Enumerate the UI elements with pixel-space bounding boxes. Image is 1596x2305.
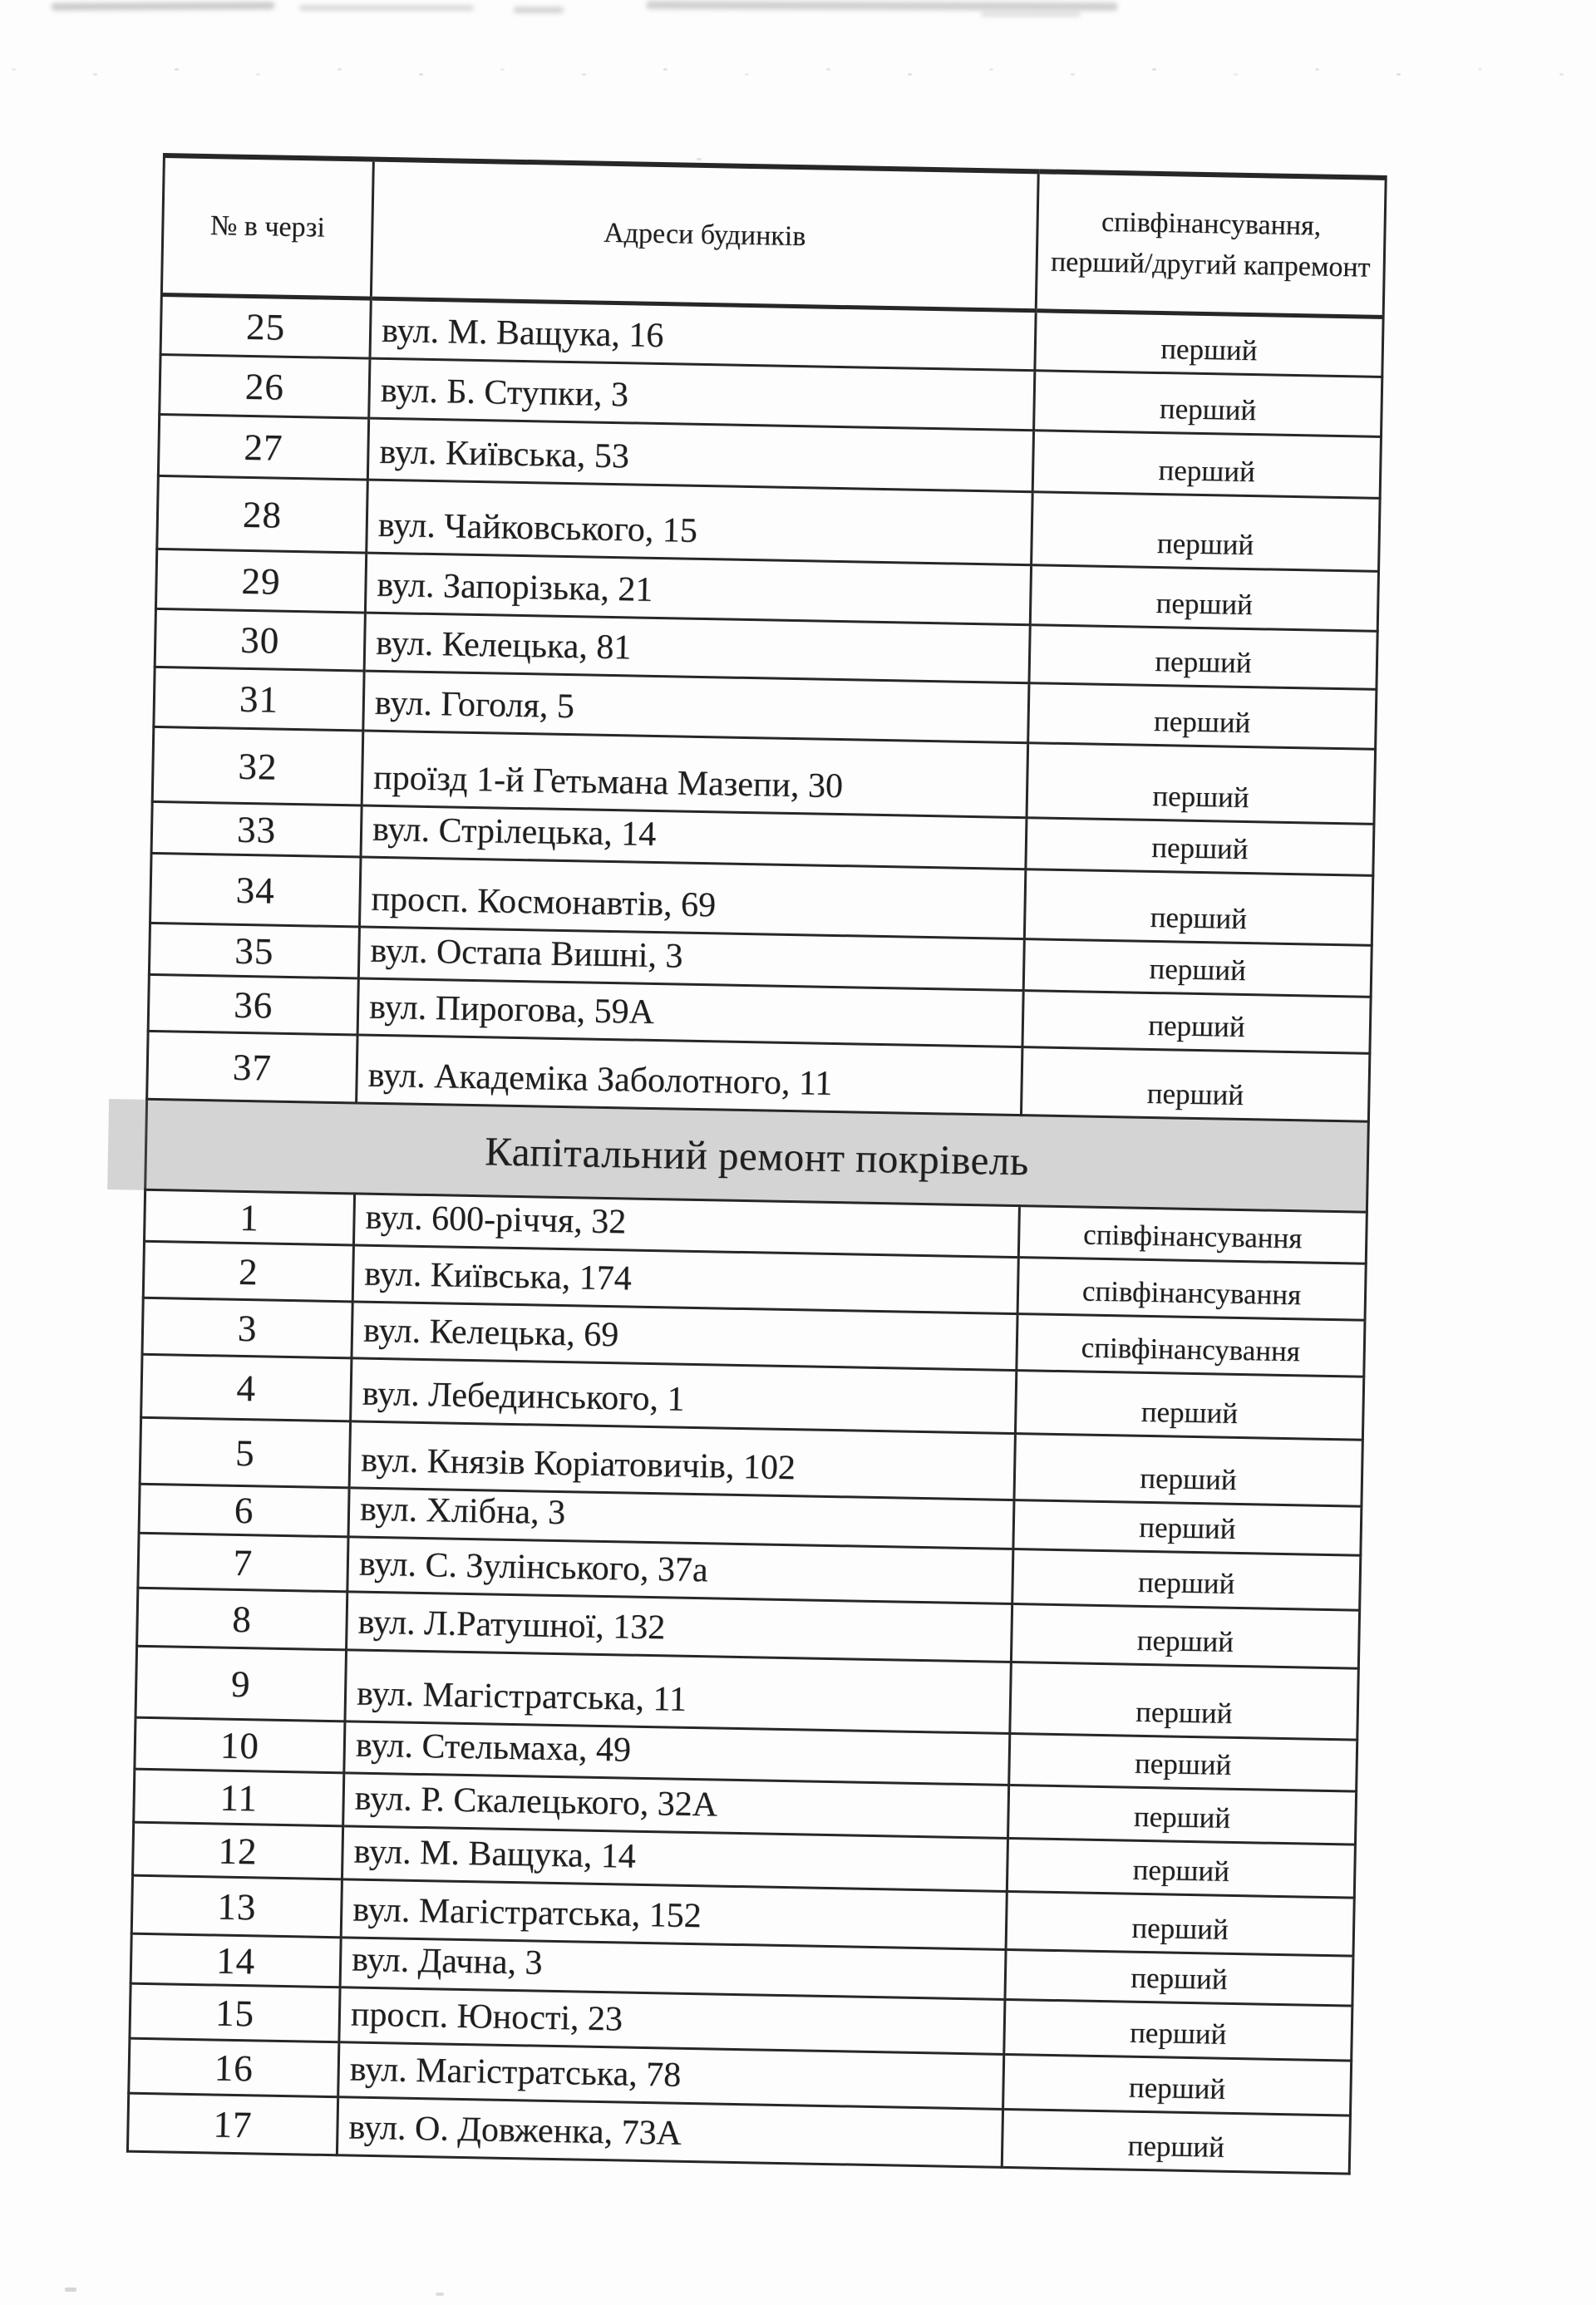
status-cell: перший [1022, 991, 1371, 1054]
queue-number-cell: 17 [127, 2093, 337, 2155]
status-cell: перший [1010, 1662, 1359, 1741]
address-cell: вул. Магістратська, 11 [345, 1650, 1011, 1734]
status-cell: перший [1021, 1047, 1369, 1122]
queue-number-cell: 9 [135, 1646, 347, 1721]
status-cell: перший [1026, 818, 1374, 876]
column-header-queue-number: № в черзі [161, 155, 373, 298]
status-cell: перший [1012, 1549, 1361, 1611]
queue-number-cell: 36 [148, 974, 358, 1035]
address-cell: вул. Запорізька, 21 [365, 553, 1031, 625]
status-cell: перший [1028, 683, 1377, 750]
scan-smudge [299, 5, 474, 11]
section-banner: Капітальний ремонт покрівель [145, 1099, 1369, 1212]
queue-number-cell: 32 [152, 726, 363, 805]
address-cell: вул. Стрілецька, 14 [361, 805, 1027, 869]
address-cell: вул. Гоголя, 5 [363, 671, 1029, 743]
status-cell: перший [1006, 1891, 1354, 1956]
status-cell: співфінансування [1017, 1314, 1365, 1377]
address-cell: вул. Хлібна, 3 [348, 1488, 1014, 1549]
address-cell: вул. О. Довженка, 73А [337, 2097, 1002, 2168]
scan-smudge [514, 7, 564, 13]
status-cell: перший [1013, 1500, 1362, 1556]
status-cell: перший [1027, 743, 1376, 825]
queue-number-cell: 7 [138, 1533, 348, 1592]
header-row [161, 155, 1386, 317]
status-cell: перший [1011, 1604, 1359, 1669]
queue-number-cell: 14 [131, 1933, 341, 1987]
table-wrapper [126, 153, 1387, 2175]
repair-queue-table [126, 153, 1387, 2175]
address-cell: вул. Князів Коріатовичів, 102 [349, 1421, 1015, 1500]
address-cell: вул. Л.Ратушної, 132 [347, 1592, 1012, 1662]
address-cell: вул. Дачна, 3 [340, 1938, 1006, 2000]
status-cell: перший [1004, 1999, 1352, 2061]
queue-number-cell: 25 [160, 294, 371, 358]
status-cell: перший [1034, 371, 1382, 437]
status-cell: перший [1009, 1733, 1357, 1791]
column-header-financing: співфінансування, перший/другий капремонт [1036, 171, 1386, 317]
address-cell: просп. Космонавтів, 69 [359, 857, 1025, 939]
table-header [161, 155, 1386, 317]
scan-speck [436, 2293, 444, 2296]
address-cell: вул. Магістратська, 152 [341, 1879, 1007, 1950]
queue-number-cell: 35 [149, 923, 359, 978]
queue-number-cell: 33 [151, 801, 362, 857]
scan-speck [697, 158, 702, 160]
queue-number-cell: 15 [130, 1983, 340, 2042]
address-cell: вул. С. Зулінського, 37а [347, 1537, 1013, 1604]
status-cell: перший [1007, 1838, 1355, 1898]
status-cell: перший [1003, 2054, 1352, 2115]
address-cell: вул. Чайковського, 15 [367, 480, 1032, 565]
status-cell: перший [1015, 1371, 1363, 1441]
scan-speck [65, 2288, 76, 2292]
status-cell: співфінансування [1017, 1258, 1366, 1321]
address-cell: вул. Лебединського, 1 [351, 1358, 1017, 1434]
queue-number-cell: 5 [140, 1417, 350, 1488]
address-cell: вул. М. Ващука, 14 [342, 1826, 1007, 1892]
address-cell: проїзд 1-й Гетьмана Мазепи, 30 [362, 731, 1028, 818]
table-body [127, 294, 1383, 2174]
address-cell: вул. Київська, 53 [367, 418, 1033, 492]
status-cell: перший [1005, 1949, 1353, 2006]
address-cell: вул. Р. Скалецького, 32А [343, 1773, 1009, 1839]
queue-number-cell: 13 [131, 1875, 342, 1938]
address-cell: вул. Магістратська, 78 [338, 2042, 1004, 2110]
queue-number-cell: 12 [133, 1822, 343, 1879]
queue-number-cell: 30 [155, 608, 365, 671]
address-cell: вул. Стельмаха, 49 [344, 1721, 1010, 1785]
queue-number-cell: 31 [154, 667, 364, 731]
status-cell: перший [1030, 565, 1378, 632]
queue-number-cell: 16 [129, 2038, 339, 2097]
queue-number-cell: 3 [142, 1298, 352, 1358]
queue-number-cell: 2 [143, 1241, 353, 1302]
queue-number-cell: 29 [155, 549, 366, 613]
address-cell: просп. Юності, 23 [339, 1987, 1005, 2055]
queue-number-cell: 26 [160, 354, 370, 418]
address-cell: вул. Келецька, 69 [352, 1302, 1017, 1371]
queue-number-cell: 37 [147, 1031, 357, 1103]
queue-number-cell: 28 [157, 475, 368, 553]
status-cell: перший [1032, 492, 1381, 572]
scan-smudge [52, 2, 274, 10]
scan-smudge [647, 1, 1117, 11]
queue-number-cell: 27 [158, 414, 368, 480]
address-cell: вул. Остапа Вишні, 3 [358, 927, 1024, 991]
address-cell: вул. 600-річчя, 32 [353, 1194, 1019, 1258]
address-cell: вул. Київська, 174 [352, 1245, 1018, 1314]
address-cell: вул. Б. Ступки, 3 [369, 358, 1035, 431]
status-cell: перший [1008, 1785, 1357, 1844]
address-cell: вул. Академіка Заболотного, 11 [357, 1035, 1022, 1116]
queue-number-cell: 6 [139, 1484, 349, 1537]
queue-number-cell: 34 [150, 853, 361, 927]
status-cell: перший [1035, 311, 1383, 377]
queue-number-cell: 8 [137, 1588, 347, 1650]
status-cell: перший [1023, 939, 1372, 997]
address-cell: вул. М. Ващука, 16 [370, 298, 1036, 371]
queue-number-cell: 4 [141, 1354, 352, 1421]
queue-number-cell: 1 [145, 1189, 355, 1245]
queue-number-cell: 11 [134, 1769, 344, 1826]
status-cell: перший [1032, 431, 1381, 499]
queue-number-cell: 10 [135, 1717, 345, 1773]
address-cell: вул. Келецька, 81 [364, 613, 1030, 683]
status-cell: перший [1014, 1434, 1362, 1507]
column-header-address: Адреси будинків [371, 160, 1038, 311]
address-cell: вул. Пирогова, 59А [357, 978, 1023, 1047]
status-cell: перший [1002, 2109, 1350, 2174]
scan-smudge [981, 12, 1081, 17]
status-cell: співфінансування [1018, 1206, 1367, 1264]
status-cell: перший [1024, 869, 1372, 946]
status-cell: перший [1029, 625, 1377, 690]
